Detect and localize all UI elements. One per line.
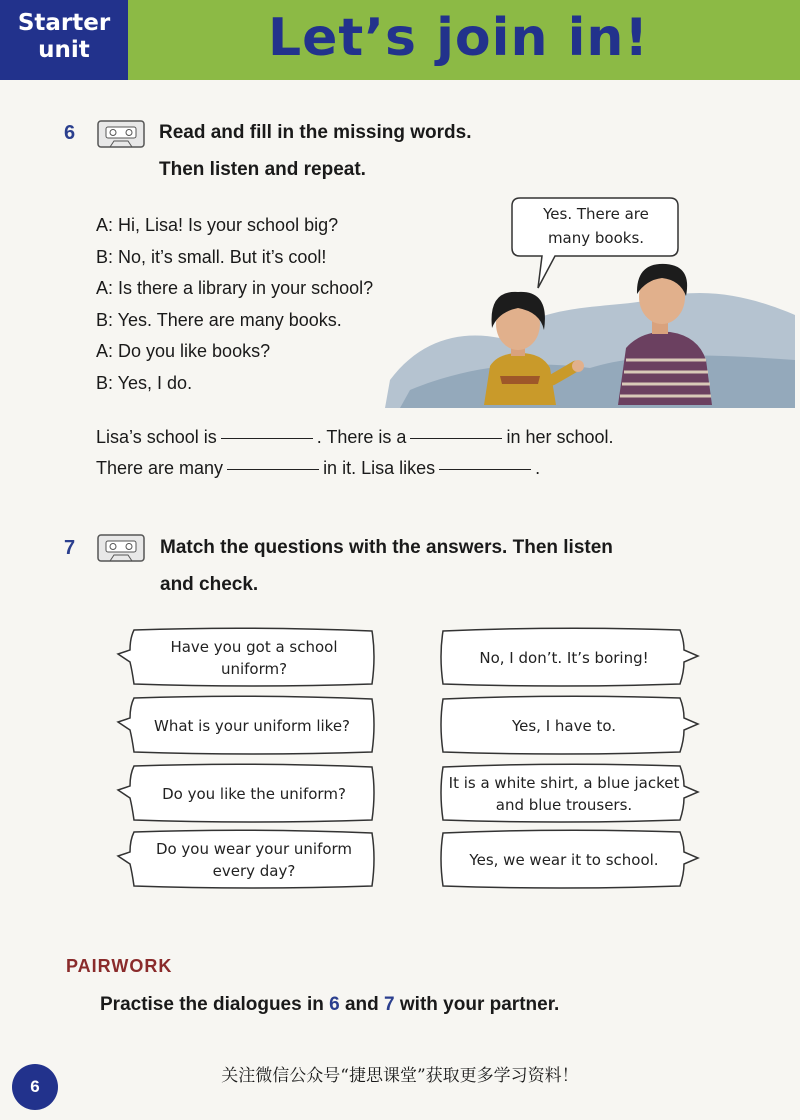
pairwork-instruction	[100, 994, 559, 1016]
pairwork-text: Practise the dialogues in	[100, 994, 324, 1015]
dialogue-line: A: Hi, Lisa! Is your school big?	[96, 215, 339, 235]
fill-sentence-1	[96, 422, 614, 453]
fill-text: Lisa’s school is	[96, 427, 217, 447]
exercise6-number: 6	[64, 122, 76, 144]
answer-card[interactable]: Yes, I have to.	[511, 717, 617, 735]
footer-note: 关注微信公众号“捷思课堂”获取更多学习资料！	[221, 1066, 579, 1086]
exercise7-number: 7	[64, 537, 76, 559]
fill-text: . There is a	[316, 427, 407, 447]
pairwork-ref-7: 7	[384, 994, 395, 1015]
answer-blank[interactable]	[221, 438, 313, 439]
answer-card[interactable]: It is a white shirt, a blue jacket and blue trousers.	[448, 774, 680, 814]
pairwork-heading: PAIRWORK	[66, 956, 173, 976]
dialogue-line: A: Do you like books?	[96, 341, 271, 361]
answer-card[interactable]: Yes, we wear it to school.	[469, 851, 659, 869]
exercise6-instruction-line1: Read and fill in the missing words.	[159, 122, 472, 143]
page-number: 6	[12, 1064, 58, 1110]
dialogue-line: B: Yes, I do.	[96, 372, 193, 393]
question-card[interactable]: What is your uniform like?	[153, 717, 351, 735]
pairwork-ref-6: 6	[329, 994, 340, 1015]
question-card[interactable]: Do you like the uniform?	[162, 785, 346, 803]
answer-card[interactable]: No, I don’t. It’s boring!	[479, 649, 649, 667]
question-card[interactable]: Do you wear your uniform every day?	[155, 840, 353, 880]
exercise7-instruction-line2: and check.	[160, 574, 259, 595]
answer-blank[interactable]	[439, 469, 531, 470]
pairwork-text: and	[344, 994, 379, 1015]
exercise7-instruction	[160, 529, 613, 603]
dialogue-line: A: Is there a library in your school?	[96, 278, 374, 298]
exercise7-instruction-line1: Match the questions with the answers. Then listen	[160, 537, 613, 558]
page-title: Let’s join in!	[268, 8, 650, 68]
speech-bubble	[512, 202, 680, 250]
question-card[interactable]: Have you got a school uniform?	[170, 638, 338, 678]
fill-sentence-2	[96, 453, 614, 484]
exercise6-instruction-line2: Then listen and repeat.	[159, 159, 366, 180]
speech-bubble-line2: many books.	[547, 229, 645, 247]
unit-label-line2: unit	[38, 37, 90, 63]
fill-in-sentences	[96, 422, 614, 484]
fill-text: There are many	[96, 458, 224, 478]
unit-label	[0, 0, 128, 80]
pairwork-text: with your partner.	[399, 994, 560, 1015]
fill-text: in it. Lisa likes	[323, 458, 436, 478]
cassette-icon	[96, 118, 146, 150]
speech-bubble-line1: Yes. There are	[543, 205, 649, 223]
unit-label-line1: Starter	[17, 10, 111, 36]
dialogue	[96, 210, 373, 399]
fill-text: in her school.	[506, 427, 614, 447]
dialogue-line: B: Yes. There are many books.	[96, 309, 342, 330]
dialogue-line: B: No, it’s small. But it’s cool!	[96, 246, 327, 267]
fill-text: .	[535, 458, 541, 478]
cassette-icon	[96, 532, 146, 564]
exercise6-instruction	[159, 114, 472, 188]
answer-blank[interactable]	[410, 438, 502, 439]
answer-blank[interactable]	[227, 469, 319, 470]
